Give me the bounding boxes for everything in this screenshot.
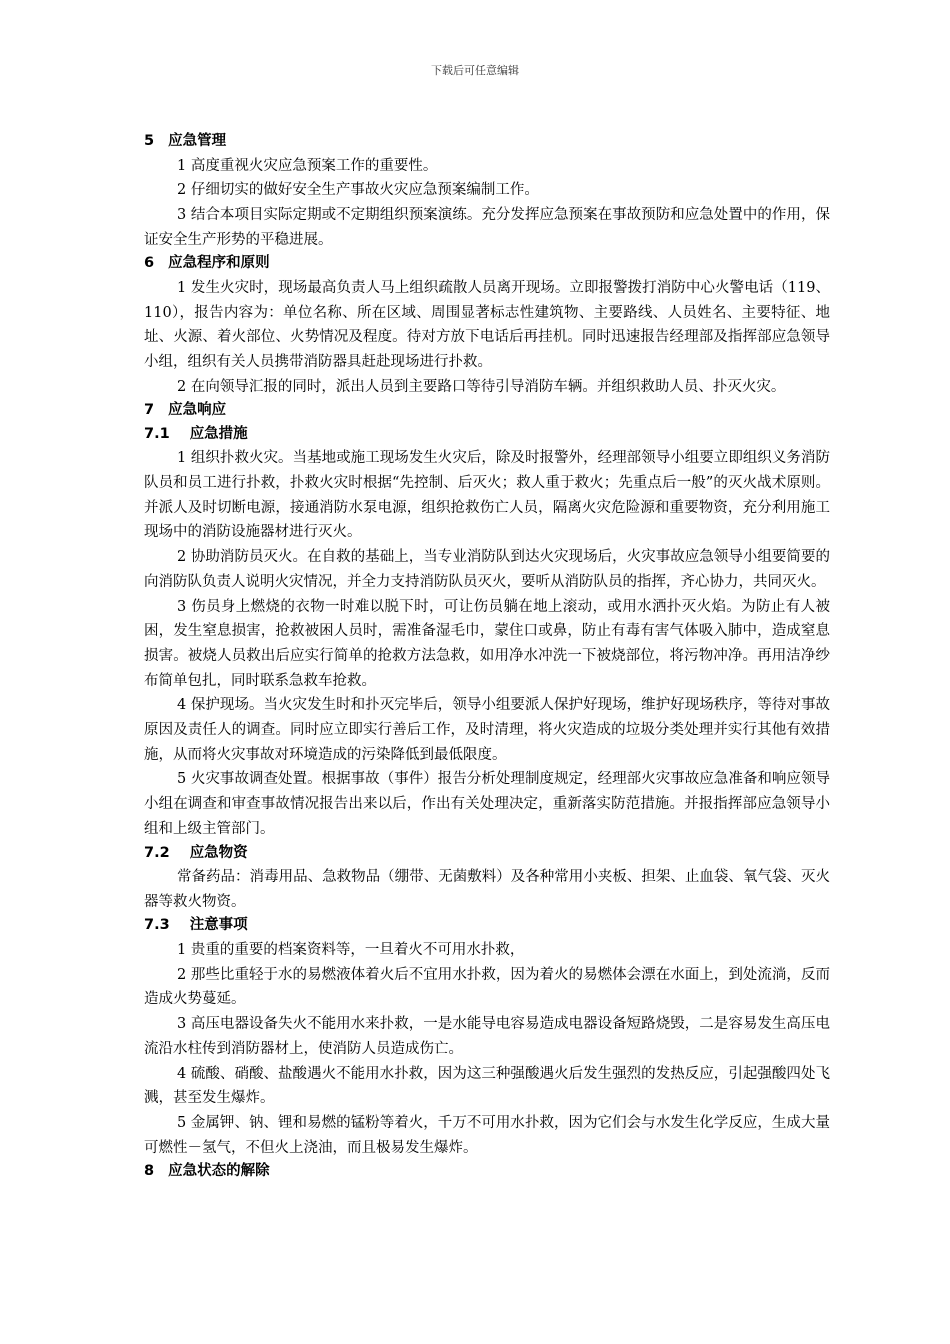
paragraph: 5 火灾事故调查处置。根据事故（事件）报告分析处理制度规定，经理部火灾事故应急准备和响应领导小组在调查和审查事故情况报告出来以后，作出有关处理决定，重新落实防范措施。并报指挥部应急领导小组和上级主管部门。: [144, 771, 830, 837]
section-title: 应急状态的解除: [168, 1163, 270, 1180]
paragraph: 2 仔细切实的做好安全生产事故火灾应急预案编制工作。: [177, 182, 539, 199]
section-title: 应急措施: [189, 425, 248, 442]
paragraph: 常备药品：消毒用品、急救物品（绷带、无菌敷料）及各种常用小夹板、担架、止血袋、氧气袋、灭火器等救火物资。: [144, 869, 830, 910]
paragraph: 3 高压电器设备失火不能用水来扑救，一是水能导电容易造成电器设备短路烧毁，二是容易发生高压电流沿水柱传到消防器材上，使消防人员造成伤亡。: [144, 1016, 830, 1057]
section-heading-7-3: [144, 914, 830, 938]
section-number: 7.3: [144, 917, 170, 934]
section-title: 应急程序和原则: [168, 255, 270, 272]
section-number: 8: [144, 1163, 155, 1180]
section-title: 注意事项: [189, 917, 248, 934]
paragraph: 2 在向领导汇报的同时，派出人员到主要路口等待引导消防车辆。并组织救助人员、扑灭火灾。: [177, 378, 786, 395]
paragraph: 3 结合本项目实际定期或不定期组织预案演练。充分发挥应急预案在事故预防和应急处置中的作用，保证安全生产形势的平稳进展。: [144, 206, 830, 248]
paragraph: 1 贵重的重要的档案资料等，一旦着火不可用水扑救，: [177, 941, 525, 958]
section-number: 7.2: [144, 844, 170, 861]
section-number: 7.1: [144, 425, 170, 442]
paragraph: 1 高度重视火灾应急预案工作的重要性。: [177, 157, 438, 174]
paragraph: 2 那些比重轻于水的易燃液体着火后不宜用水扑救，因为着火的易燃体会漂在水面上，到处流淌，反而造成火势蔓延。: [144, 966, 830, 1008]
section-number: 6: [144, 255, 155, 272]
paragraph: 4 硫酸、硝酸、盐酸遇火不能用水扑救，因为这三种强酸遇火后发生强烈的发热反应，引起强酸四处飞溅，甚至发生爆炸。: [144, 1065, 830, 1107]
document-body: [144, 130, 830, 1184]
section-title: 应急响应: [168, 402, 227, 419]
paragraph: 4 保护现场。当火灾发生时和扑灭完毕后，领导小组要派人保护好现场，维护好现场秩序，等待对事故原因及责任人的调查。同时应立即实行善后工作，及时清理，将火灾造成的垃圾分类处理并实行其他有效措施，从而将火灾事故对环境造成的污染降低到最低限度。: [144, 697, 830, 763]
page-header: 下载后可任意编辑: [431, 64, 519, 77]
paragraph: 1 组织扑救火灾。当基地或施工现场发生火灾后，除及时报警外，经理部领导小组要立即组织义务消防队员和员工进行扑救，扑救火灾时根据“先控制、后灭火；救人重于救火；先重点后一般”的灭火战术原则。并派人及时切断电源，接通消防水泵电源，组织抢救伤亡人员，隔离火灾危险源和重要物资，充分利用施工现场中的消防设施器材进行灭火。: [144, 450, 830, 541]
section-title: 应急物资: [189, 844, 248, 861]
section-heading-6: [144, 252, 830, 276]
section-number: 5: [144, 133, 155, 149]
section-heading-5: [144, 130, 830, 154]
paragraph: 1 发生火灾时，现场最高负责人马上组织疏散人员离开现场。立即报警拨打消防中心火警电话（119、110），报告内容为：单位名称、所在区域、周围显著标志性建筑物、主要路线、人员姓名、主要特征、地址、火源、着火部位、火势情况及程度。待对方放下电话后再挂机。同时迅速报告经理部及指挥部应急领导小组，组织有关人员携带消防器具赶赴现场进行扑救。: [144, 279, 830, 370]
section-number: 7: [144, 402, 155, 419]
section-title: 应急管理: [168, 133, 227, 149]
section-heading-7: [144, 399, 830, 423]
paragraph: 3 伤员身上燃烧的衣物一时难以脱下时，可让伤员躺在地上滚动，或用水洒扑灭火焰。为防止有人被困，发生窒息损害，抢救被困人员时，需准备湿毛巾，蒙住口或鼻，防止有毒有害气体吸入肺中，造成窒息损害。被烧人员救出后应实行简单的抢救方法急救，如用净水冲洗一下被烧部位，将污物冲净。再用洁净纱布简单包扎，同时联系急救车抢救。: [144, 598, 830, 689]
paragraph: 5 金属钾、钠、锂和易燃的锰粉等着火，千万不可用水扑救，因为它们会与水发生化学反应，生成大量可燃性－氢气，不但火上浇油，而且极易发生爆炸。: [144, 1114, 830, 1156]
section-heading-7-1: [144, 423, 830, 447]
paragraph: 2 协助消防员灭火。在自救的基础上，当专业消防队到达火灾现场后，火灾事故应急领导小组要简要的向消防队负责人说明火灾情况，并全力支持消防队员灭火，要听从消防队员的指挥，齐心协力，共同灭火。: [144, 549, 830, 590]
section-heading-8: [144, 1160, 830, 1184]
section-heading-7-2: [144, 842, 830, 866]
